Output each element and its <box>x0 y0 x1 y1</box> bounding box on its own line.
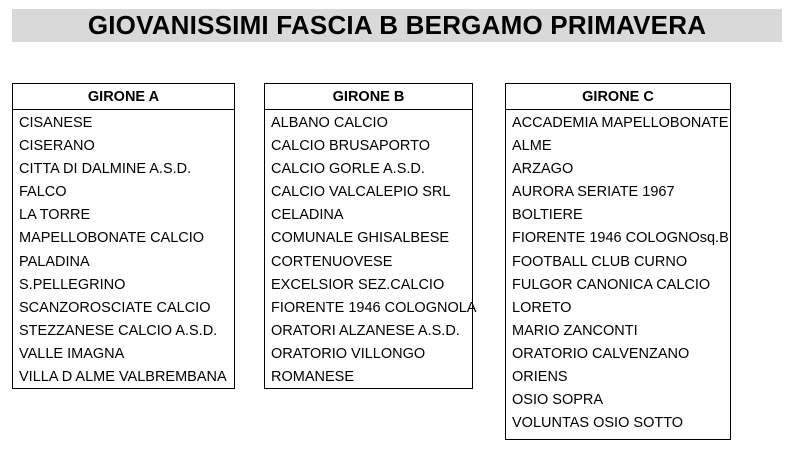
team-item: SCANZOROSCIATE CALCIO <box>19 299 211 316</box>
team-item: AURORA SERIATE 1967 <box>512 184 675 201</box>
team-item: ARZAGO <box>512 161 574 178</box>
team-item: STEZZANESE CALCIO A.S.D. <box>19 322 218 339</box>
team-item: LA TORRE <box>19 207 91 224</box>
team-item: ROMANESE <box>271 369 354 386</box>
group-table-c <box>505 83 731 440</box>
team-item: CALCIO BRUSAPORTO <box>271 138 431 155</box>
group-table-a <box>12 83 235 389</box>
team-item: ACCADEMIA MAPELLOBONATE <box>512 115 729 131</box>
team-item: EXCELSIOR SEZ.CALCIO <box>271 276 445 293</box>
team-item: CALCIO GORLE A.S.D. <box>271 161 425 178</box>
team-item: CALCIO VALCALEPIO SRL <box>271 184 451 201</box>
team-item: OSIO SOPRA <box>512 392 604 409</box>
title-bar <box>12 9 782 42</box>
team-item: ORATORIO VILLONGO <box>271 345 426 362</box>
team-list <box>265 110 477 389</box>
team-item: MARIO ZANCONTI <box>512 322 638 339</box>
team-item: CISANESE <box>19 115 93 131</box>
team-item: FIORENTE 1946 COLOGNOLA <box>271 299 477 316</box>
team-item: ORATORIO CALVENZANO <box>512 345 690 362</box>
team-list <box>506 110 730 435</box>
team-item: FIORENTE 1946 COLOGNOsq.B <box>512 230 729 247</box>
group-header: GIRONE A <box>13 84 234 110</box>
group-table-b <box>264 83 477 389</box>
team-item: CITTA DI DALMINE A.S.D. <box>19 161 192 178</box>
team-item: MAPELLOBONATE CALCIO <box>19 230 205 247</box>
team-item: S.PELLEGRINO <box>19 276 126 293</box>
group-header: GIRONE B <box>265 84 472 110</box>
team-item: COMUNALE GHISALBESE <box>271 230 450 247</box>
team-item: CELADINA <box>271 207 344 224</box>
team-item: VALLE IMAGNA <box>19 345 125 362</box>
team-item: BOLTIERE <box>512 207 583 224</box>
team-item: VILLA D ALME VALBREMBANA <box>19 369 227 386</box>
team-item: FOOTBALL CLUB CURNO <box>512 253 688 270</box>
team-item: ALBANO CALCIO <box>271 115 388 131</box>
team-item: VOLUNTAS OSIO SOTTO <box>512 415 684 432</box>
page-title: GIOVANISSIMI FASCIA B BERGAMO PRIMAVERA <box>87 10 707 40</box>
group-header: GIRONE C <box>506 84 730 110</box>
team-item: FULGOR CANONICA CALCIO <box>512 276 711 293</box>
team-item: LORETO <box>512 299 572 316</box>
team-item: ORIENS <box>512 369 568 386</box>
team-item: FALCO <box>19 184 67 201</box>
team-item: CORTENUOVESE <box>271 253 393 270</box>
team-item: PALADINA <box>19 253 90 270</box>
team-item: ORATORI ALZANESE A.S.D. <box>271 322 460 339</box>
team-item: CISERANO <box>19 138 95 155</box>
team-item: ALME <box>512 138 552 155</box>
team-list <box>13 110 234 389</box>
